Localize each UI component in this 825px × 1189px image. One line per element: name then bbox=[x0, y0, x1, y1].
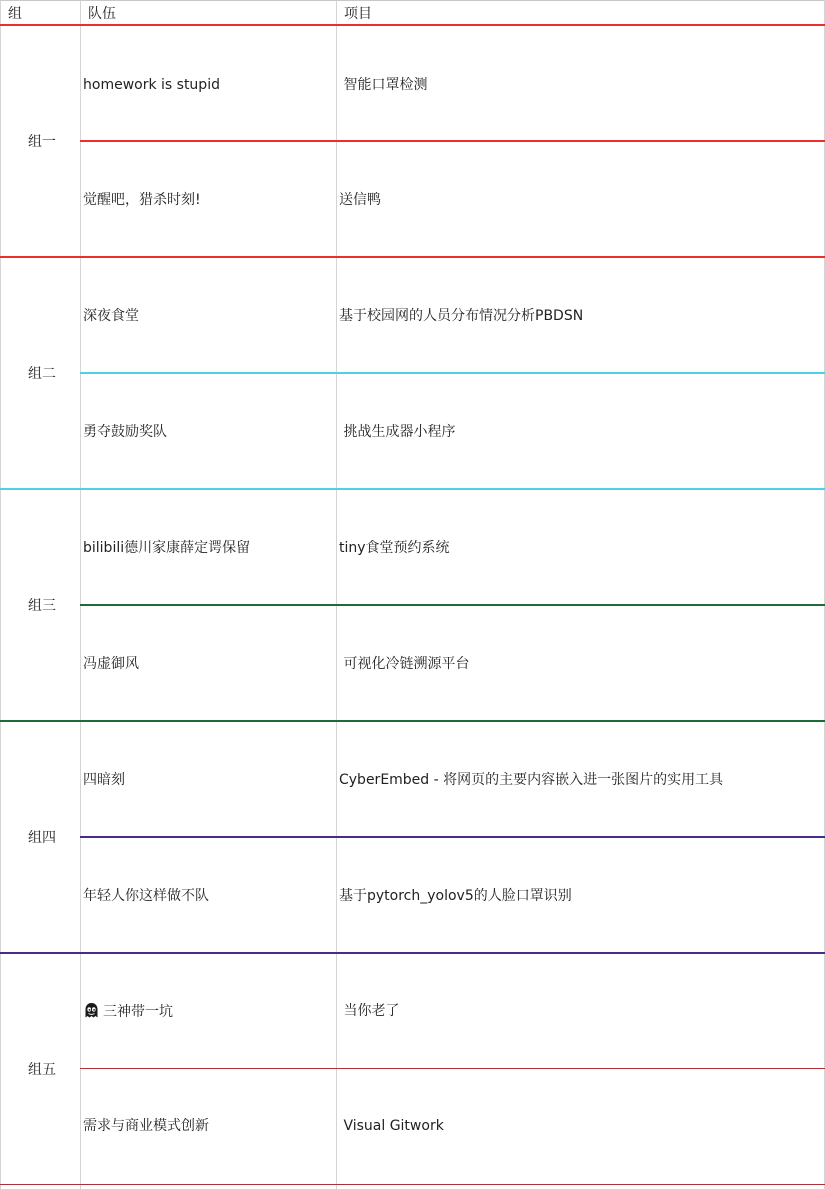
project-cell[interactable]: 基于校园网的人员分布情况分析PBDSN bbox=[339, 308, 584, 324]
team-cell[interactable]: 深夜食堂 bbox=[83, 308, 139, 324]
group3-bottom-border bbox=[0, 720, 825, 722]
grid-line-col2 bbox=[336, 0, 337, 1189]
project-cell[interactable]: 可视化冷链溯源平台 bbox=[339, 656, 470, 672]
team-cell[interactable]: 需求与商业模式创新 bbox=[83, 1118, 209, 1134]
project-cell[interactable]: 基于pytorch_yolov5的人脸口罩识别 bbox=[339, 888, 572, 904]
project-cell[interactable]: Visual Gitwork bbox=[339, 1118, 444, 1134]
team-cell[interactable]: 四暗刻 bbox=[83, 772, 125, 788]
team-cell[interactable]: homework is stupid bbox=[83, 77, 220, 93]
team-cell-label: 三神带一坑 bbox=[103, 1004, 173, 1020]
grid-line-left bbox=[0, 0, 1, 1189]
header-team[interactable]: 队伍 bbox=[88, 6, 116, 22]
group1-top-border bbox=[0, 24, 825, 26]
ghost-icon bbox=[83, 1002, 100, 1019]
group4-bottom-border bbox=[0, 952, 825, 954]
project-cell[interactable]: 送信鸭 bbox=[339, 192, 381, 208]
header-project[interactable]: 项目 bbox=[344, 6, 372, 22]
team-cell[interactable] bbox=[83, 1002, 173, 1021]
group1-bottom-border bbox=[0, 256, 825, 258]
group5-row-divider bbox=[80, 1068, 825, 1069]
project-cell[interactable]: 智能口罩检测 bbox=[339, 77, 428, 93]
project-cell[interactable]: tiny食堂预约系统 bbox=[339, 540, 450, 556]
team-cell[interactable]: 勇夺鼓励奖队 bbox=[83, 424, 167, 440]
group5-bottom-border bbox=[0, 1184, 825, 1185]
group2-row-divider bbox=[80, 372, 825, 374]
group3-row-divider bbox=[80, 604, 825, 606]
project-cell[interactable]: 当你老了 bbox=[339, 1003, 400, 1019]
group-label-4[interactable]: 组四 bbox=[28, 830, 56, 846]
team-cell[interactable]: 年轻人你这样做不队 bbox=[83, 888, 209, 904]
group-label-2[interactable]: 组二 bbox=[28, 366, 56, 382]
header-group[interactable]: 组 bbox=[8, 6, 22, 22]
team-cell[interactable]: bilibili德川家康薛定谔保留 bbox=[83, 540, 251, 556]
team-cell[interactable]: 冯虚御风 bbox=[83, 656, 139, 672]
team-cell[interactable]: 觉醒吧，猎杀时刻! bbox=[83, 192, 201, 208]
group-label-1[interactable]: 组一 bbox=[28, 134, 56, 150]
grid-line-col1 bbox=[80, 0, 81, 1189]
group-label-5[interactable]: 组五 bbox=[28, 1062, 56, 1078]
group4-row-divider bbox=[80, 836, 825, 838]
project-cell[interactable]: CyberEmbed - 将网页的主要内容嵌入进一张图片的实用工具 bbox=[339, 772, 724, 788]
group-label-3[interactable]: 组三 bbox=[28, 598, 56, 614]
header-row bbox=[0, 0, 825, 24]
group1-row-divider bbox=[80, 140, 825, 142]
project-cell[interactable]: 挑战生成器小程序 bbox=[339, 424, 456, 440]
group2-bottom-border bbox=[0, 488, 825, 490]
